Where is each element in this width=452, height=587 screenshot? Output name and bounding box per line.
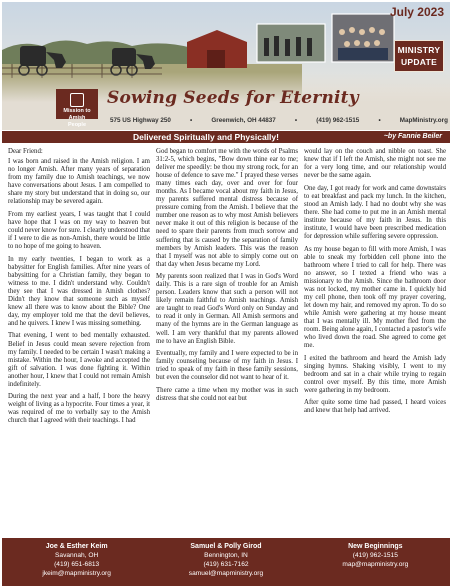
paragraph: During the next year and a half, I bore the heavy weight of living as a hypocrite. Four times a year, it was required of me to verbally say to the Amish church that I agreed with their teachings. I had [8,393,150,425]
article-column-2 [156,148,298,532]
bullet-icon: • [190,117,193,124]
contact-card [301,538,450,586]
phone-number: (419) 962-1515 [316,117,360,124]
contact-email[interactable]: map@mapministry.org [342,561,409,568]
issue-date: July 2023 [389,5,444,19]
paragraph: One day, I got ready for work and came downstairs to eat breakfast and pack my lunch. In the kitchen, stood an Amish lady. I had no doubt why she was there. She had come to put me in an Amish mental institute because of my faith in Jesus. In this institute, I would have been prescribed medication for depression while suffering severe oppression. [304,184,446,240]
paragraph: From my earliest years, I was taught that I could have hope that I was on my way to heaven but could never know for sure. I clearly understood that if I were to die as non-Amish, there would be little to no hope of me going to heaven. [8,210,150,251]
contacts-footer [2,538,450,586]
article-byline: ~by Fannie Beiler [383,132,442,140]
website-link[interactable]: MapMinistry.org [399,117,448,124]
contact-card [2,538,151,586]
paragraph: That evening, I went to bed mentally exhausted. Belief in Jesus could mean severe rejection from my family. I needed to be certain I wasn't making a mistake. Within the hour, I awoke and accepted the gift of salvation. I was done fighting it. Within another hour, I knew that I could not remain Amish indefinitely. [8,332,150,388]
bullet-icon: • [294,117,298,124]
bullet-icon: • [378,117,381,124]
paragraph: I exited the bathroom and heard the Amish lady singing hymns. Shaking visibly, I went to my bedroom and sat in a chair while trying to regain control over myself. By this time, more Amish were gathering in my bedroom. [304,354,446,394]
contact-name: New Beginnings [348,543,403,550]
logo-mark-icon [70,93,84,107]
contact-card [151,538,300,586]
article-title-bar [2,131,450,143]
contact-name: Samuel & Polly Girod [190,543,262,550]
salutation: Dear Friend: [8,148,43,155]
paragraph: There came a time when my mother was in such distress that she could not eat but [156,386,298,402]
article-column-1 [8,148,150,532]
logo-line-1: Mission to [63,108,91,114]
logo-line-2: Amish [68,115,86,121]
city-state-zip: Greenwich, OH 44837 [211,117,276,124]
article-title: Delivered Spiritually and Physically! [133,132,279,142]
paragraph: As my house began to fill with more Amish, I was able to sneak my forbidden cell phone into the bathroom where I tried to call for help. There was no answer, so I texted a friend who was a missionary to the Amish. Since the bathroom door was not locked, my mother came in. I quickly hid my cell phone, then took off my prayer covering, let down my hair, and removed my apron. To do so while Amish were gathering at my house meant that I was mentally ill. My mother fled from the room. Being alone again, I contacted a pastor's wife who lived down the road. She agreed to come get me. [304,245,446,350]
tagline: Sowing Seeds for Eternity [107,88,359,108]
paragraph: Eventually, my family and I were expected to be in family counseling because of my faith in Jesus. I tried to speak of my faith in these family sessions, but even the counselor did not want to hear of it. [156,350,298,382]
paragraph: My parents soon realized that I was in God's Word daily. This is a rare sign of trouble for an Amish person. Leaders know that such a person will not likely remain faithful to Amish teachings. Amish are taught to read God's Word only on Sunday and to read it only in German. All Amish sermons and many of the hymns are in the German language as well. I am very thankful that my parents allowed me to have an English Bible. [156,273,298,345]
contact-email[interactable]: jkeim@mapministry.org [42,570,111,577]
logo-line-3: People [67,122,87,128]
article-column-3 [304,148,446,532]
badge-line-1: MINISTRY [397,45,441,55]
banner-photo [2,2,450,102]
ministry-logo [56,89,98,128]
contact-city: Bennington, IN [204,552,248,559]
paragraph: In my early twenties, I began to work as a babysitter for English families. After nine years of babysitting for a Christian family, they began to witness to me. I didn't understand why. Couldn't they see that I was dressed in Amish clothes? Didn't they know that someone such as myself knew all there was to know about the Bible? One day, my employer told me that the devil believes, and he quivers. I knew I was missing something. [8,255,150,327]
contact-email[interactable]: samuel@mapministry.org [188,570,264,577]
contact-line [110,117,448,124]
masthead [2,2,450,130]
contact-city: Savannah, OH [55,552,99,559]
paragraph: After quite some time had passed, I heard voices and knew that help had arrived. [304,399,446,415]
article-body [8,148,446,532]
contact-name: Joe & Esther Keim [45,543,108,550]
paragraph: I was born and raised in the Amish religion. I am no longer Amish. After many years of separation from my family due to Amish teachings, we now have conversations about Jesus. I am compelled to share my story but understand that in doing so, our relationship may be severed again. [8,158,150,206]
contact-phone: (419) 631-7162 [203,561,249,568]
contact-phone: (419) 962-1515 [352,552,398,559]
paragraph: would lay on the couch and nibble on toast. She knew that if I left the Amish, she might not see me for a very long time, and our relationship would never be the same again. [304,148,446,180]
contact-phone: (419) 651-6813 [54,561,100,568]
badge-line-2: UPDATE [400,57,438,67]
paragraph: God began to comfort me with the words of Psalms 31:2-5, which begins, "Bow down thine ear to me; deliver me speedily: be thou my strong rock, for an house of defence to save me." I prayed these verses many times each day, over and over for four months. As I became vocal about my faith in Jesus, my parents suffered mental distress because of pressure coming from the Amish. I believe that the number one reason as to why most Amish believers never make it out of this religion is because of the need to spare their parents from much sorrow and suffering that is caused by the separation of family members by Amish leaders. This was the reason that I myself was not able to simply come out on that day when Jesus became my Lord. [156,148,298,268]
street-address: 575 US Highway 250 [110,117,171,124]
ministry-update-badge [394,40,444,72]
